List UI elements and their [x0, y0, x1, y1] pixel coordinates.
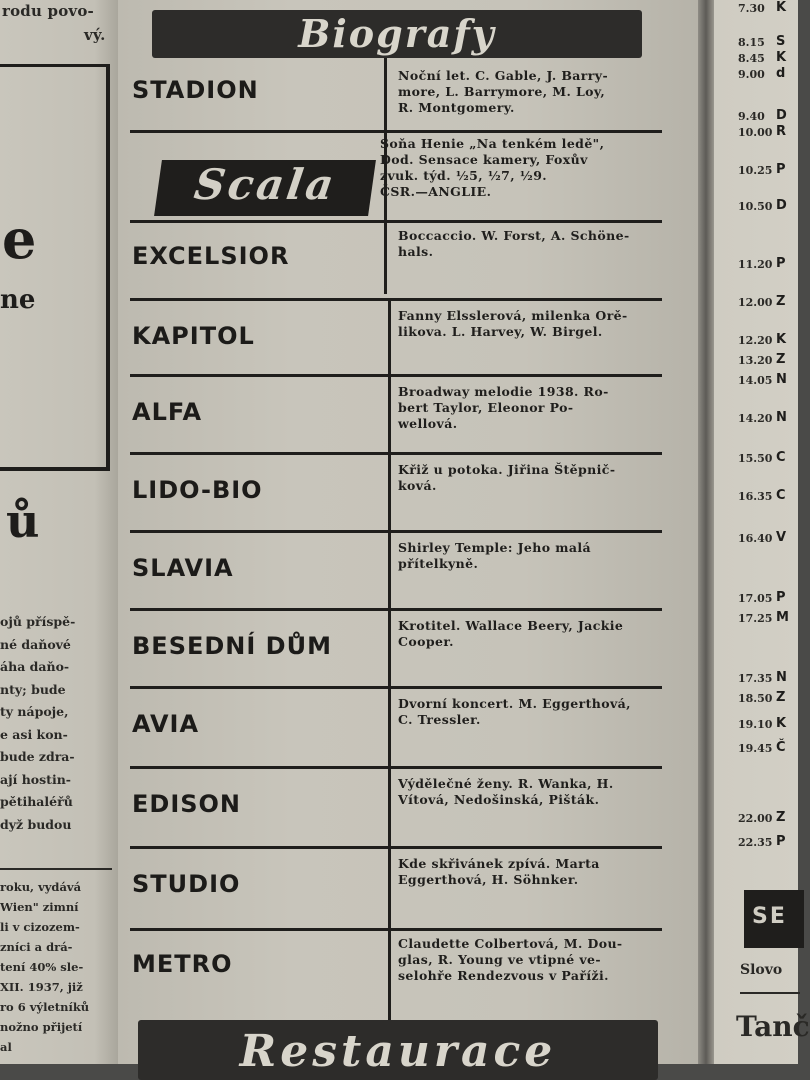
left-paragraph-line: ty nápoje, — [0, 704, 69, 719]
schedule-entry: S — [776, 34, 786, 49]
schedule-time: 16.35 — [738, 490, 773, 503]
schedule-time: 17.35 — [738, 672, 773, 685]
schedule-time: 12.00 — [738, 296, 773, 309]
cinema-name: METRO — [132, 950, 233, 978]
schedule-time: 17.05 — [738, 592, 773, 605]
header-title: Biografy — [298, 11, 496, 56]
left-paragraph-line: ro 6 výletníků — [0, 1000, 90, 1014]
left-big-letter: e — [2, 207, 37, 271]
cinema-name: Scala — [191, 160, 340, 209]
schedule-entry: K — [776, 50, 787, 65]
footer-banner — [138, 1020, 658, 1080]
schedule-entry: Z — [776, 294, 786, 309]
cinema-name: SLAVIA — [132, 554, 234, 582]
left-boxed-article — [0, 64, 110, 471]
schedule-entry: D — [776, 108, 787, 123]
schedule-time: 9.00 — [738, 68, 765, 81]
cinema-program: Broadway melodie 1938. Ro- bert Taylor, Eleonor Po- wellová. — [398, 384, 609, 431]
cinema-name: AVIA — [132, 710, 200, 738]
cinema-name: ALFA — [132, 398, 203, 426]
cinema-program: Křiž u potoka. Jiřina Štěpnič- ková. — [398, 462, 616, 493]
cinema-program: Claudette Colbertová, M. Dou- glas, R. Young ve vtipné ve- selohře Rendezvous v Paříži. — [398, 936, 623, 983]
schedule-entry: K — [776, 0, 787, 15]
row-separator — [130, 608, 662, 611]
schedule-time: 10.25 — [738, 164, 773, 177]
schedule-time: 18.50 — [738, 692, 773, 705]
row-separator — [130, 766, 662, 769]
schedule-entry: P — [776, 256, 786, 271]
left-top-line-2: vý. — [84, 26, 106, 44]
cinema-listing — [118, 0, 698, 1077]
left-column — [0, 0, 118, 1064]
left-paragraph-line: al — [0, 1040, 12, 1054]
cinema-program: Boccaccio. W. Forst, A. Schöne- hals. — [398, 228, 630, 259]
schedule-time: 19.10 — [738, 718, 773, 731]
schedule-time: 11.20 — [738, 258, 773, 271]
right-divider — [740, 992, 800, 994]
left-paragraph-line: zníci a drá- — [0, 940, 73, 954]
schedule-time: 10.50 — [738, 200, 773, 213]
schedule-entry: C — [776, 488, 786, 503]
right-column — [714, 0, 810, 1064]
schedule-time: 7.30 — [738, 2, 765, 15]
schedule-entry: N — [776, 410, 787, 425]
cinema-program: Kde skřivánek zpívá. Marta Eggerthová, H. Söhnker. — [398, 856, 600, 887]
cinema-program: Výdělečné ženy. R. Wanka, H. Vítová, Nedošinská, Pišták. — [398, 776, 614, 807]
schedule-entry: C — [776, 450, 786, 465]
cinema-name: STUDIO — [132, 870, 241, 898]
left-paragraph-line: e asi kon- — [0, 726, 68, 742]
left-paragraph-line: li v cizozem- — [0, 920, 80, 934]
cinema-name-scala-logo — [154, 160, 376, 216]
schedule-entry: P — [776, 590, 786, 605]
right-section-box — [744, 890, 804, 948]
left-paragraph-line: dyž budou — [0, 816, 72, 832]
row-separator — [130, 452, 662, 455]
schedule-time: 17.25 — [738, 612, 773, 625]
right-word-2: Tanč — [736, 1010, 810, 1043]
schedule-entry: V — [776, 530, 787, 545]
schedule-entry: Z — [776, 810, 786, 825]
left-paragraph-line: ojů příspě- — [0, 614, 76, 629]
row-separator — [130, 530, 662, 533]
schedule-time: 8.15 — [738, 36, 765, 49]
right-box-text: SE — [752, 904, 787, 929]
cinema-name: STADION — [132, 76, 259, 104]
row-separator — [130, 374, 662, 377]
left-paragraph-line: bude zdra- — [0, 749, 75, 764]
left-paragraph-line: nty; bude — [0, 681, 66, 697]
row-separator — [130, 130, 662, 133]
left-paragraph-line: ají hostin- — [0, 771, 71, 787]
cinema-program: Soňa Henie „Na tenkém ledě", Dod. Sensace kamery, Foxův zvuk. týd. ½5, ½7, ½9. ČSR.—ANGLIE. — [380, 136, 605, 199]
left-paragraph-line: tení 40% sle- — [0, 960, 84, 974]
schedule-time: 10.00 — [738, 126, 773, 139]
cinema-name: BESEDNÍ DŮM — [132, 632, 332, 660]
cinema-name: EXCELSIOR — [132, 242, 290, 270]
cinema-name: KAPITOL — [132, 322, 255, 350]
schedule-entry: Č — [776, 740, 786, 755]
schedule-entry: D — [776, 198, 787, 213]
schedule-time: 14.20 — [738, 412, 773, 425]
schedule-entry: K — [776, 716, 787, 731]
left-big-suffix: ne — [0, 285, 36, 315]
schedule-time: 8.45 — [738, 52, 765, 65]
schedule-time: 9.40 — [738, 110, 765, 123]
schedule-entry: d — [776, 66, 786, 81]
row-separator — [130, 686, 662, 689]
schedule-entry: N — [776, 372, 787, 387]
row-separator — [130, 928, 662, 931]
schedule-time: 14.05 — [738, 374, 773, 387]
schedule-time: 22.35 — [738, 836, 773, 849]
left-paragraph-line: né daňové — [0, 636, 71, 652]
schedule-entry: Z — [776, 690, 786, 705]
header-banner — [152, 10, 642, 58]
schedule-time: 22.00 — [738, 812, 773, 825]
schedule-entry: P — [776, 834, 786, 849]
page-gutter — [698, 0, 714, 1064]
row-separator — [130, 846, 662, 849]
left-paragraph-line: roku, vydává — [0, 880, 82, 894]
schedule-entry: M — [776, 610, 789, 625]
left-paragraph-line: pětihaléřů — [0, 794, 73, 809]
left-paragraph-line: XII. 1937, již — [0, 980, 83, 994]
schedule-time: 16.40 — [738, 532, 773, 545]
schedule-entry: P — [776, 162, 786, 177]
left-heading-letter: ů — [6, 494, 40, 548]
cinema-name: LIDO-BIO — [132, 476, 263, 504]
schedule-time: 13.20 — [738, 354, 773, 367]
left-divider — [0, 868, 112, 870]
left-top-line-1: rodu povo- — [2, 2, 94, 20]
left-paragraph-line: áha daňo- — [0, 659, 70, 674]
schedule-entry: R — [776, 124, 787, 139]
schedule-entry: K — [776, 332, 787, 347]
cinema-name: EDISON — [132, 790, 242, 818]
cinema-program: Noční let. C. Gable, J. Barry- more, L. Barrymore, M. Loy, R. Montgomery. — [398, 68, 609, 115]
row-separator — [130, 220, 662, 223]
schedule-time: 15.50 — [738, 452, 773, 465]
cinema-program: Krotitel. Wallace Beery, Jackie Cooper. — [398, 618, 624, 649]
schedule-time: 19.45 — [738, 742, 773, 755]
footer-title: Restaurace — [239, 1026, 557, 1077]
right-word-1: Slovo — [740, 962, 783, 978]
column-divider-lower — [388, 300, 391, 1026]
schedule-entry: Z — [776, 352, 786, 367]
cinema-program: Fanny Elsslerová, milenka Orě- likova. L. Harvey, W. Birgel. — [398, 308, 628, 339]
left-paragraph-line: nožno přijetí — [0, 1020, 83, 1034]
schedule-time: 12.20 — [738, 334, 773, 347]
cinema-program: Dvorní koncert. M. Eggerthová, C. Tressler. — [398, 696, 631, 727]
row-separator — [130, 298, 662, 301]
schedule-entry: N — [776, 670, 787, 685]
cinema-program: Shirley Temple: Jeho malá přítelkyně. — [398, 540, 592, 571]
left-paragraph-line: Wien" zimní — [0, 900, 79, 914]
